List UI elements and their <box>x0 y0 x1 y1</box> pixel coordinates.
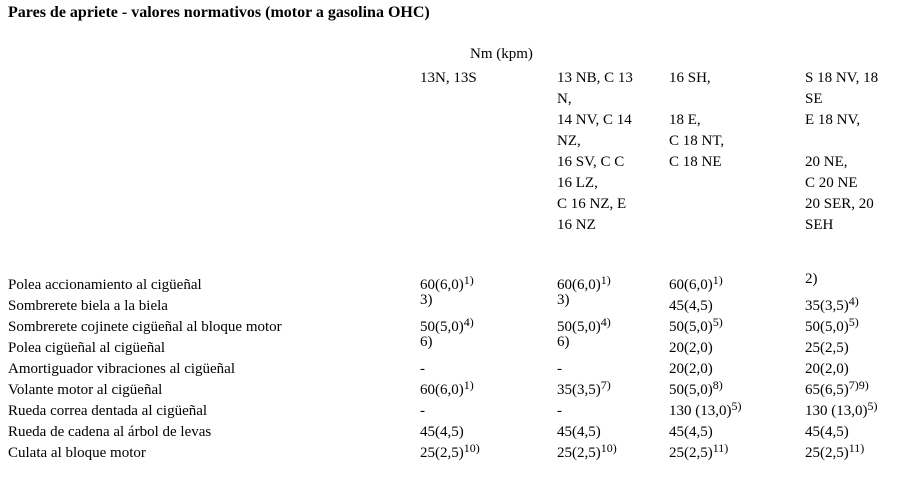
table-cell <box>805 424 849 441</box>
footnote-ref: 1) <box>600 273 611 287</box>
table-cell <box>669 424 713 441</box>
torque-value: 45(4,5) <box>669 424 713 440</box>
torque-value: - <box>557 361 562 377</box>
column-header-line: C 18 NE <box>669 154 722 170</box>
table-cell <box>805 361 849 378</box>
torque-value: 50(5,0) <box>557 319 601 335</box>
table-cell <box>557 334 570 351</box>
footnote-ref: 7) <box>600 378 611 392</box>
table-cell <box>805 399 878 420</box>
table-cell <box>420 361 425 378</box>
torque-value: 25(2,5) <box>557 445 601 461</box>
row-label: Polea accionamiento al cigüeñal <box>8 277 202 293</box>
table-row <box>8 315 908 340</box>
footnote-ref: 2) <box>805 271 818 287</box>
column-header-line: SEH <box>805 217 834 233</box>
table-cell <box>420 334 433 351</box>
table-cell <box>557 424 601 441</box>
table-cell <box>557 292 570 309</box>
torque-value: 45(4,5) <box>420 424 464 440</box>
column-header-line <box>669 89 724 110</box>
document-title: Pares de apriete - valores normativos (motor a gasolina OHC) <box>8 4 430 21</box>
row-label: Rueda correa dentada al cigüeñal <box>8 403 208 419</box>
torque-value: 45(4,5) <box>805 424 849 440</box>
torque-value: 20(2,0) <box>669 361 713 377</box>
footnote-ref: 1) <box>463 378 474 392</box>
column-header-line: SE <box>805 91 823 107</box>
table-cell <box>669 273 723 294</box>
table-cell <box>420 441 480 462</box>
footnote-ref: 5) <box>848 315 859 329</box>
torque-value: 25(2,5) <box>420 445 464 461</box>
table-cell <box>805 271 818 288</box>
torque-value: - <box>420 403 425 419</box>
torque-value: 20(2,0) <box>669 340 713 356</box>
torque-value: 60(6,0) <box>557 277 601 293</box>
table-cell <box>669 361 713 378</box>
table-cell <box>557 441 617 462</box>
column-header-line: 20 SER, 20 <box>805 196 874 212</box>
table-row <box>8 292 908 319</box>
footnote-ref: 6) <box>557 334 570 350</box>
footnote-ref: 8) <box>712 378 723 392</box>
table-row <box>8 424 908 445</box>
torque-value: - <box>420 361 425 377</box>
table-cell <box>805 340 849 357</box>
table-cell <box>557 361 562 378</box>
column-header-line: 13 NB, C 13 <box>557 70 633 86</box>
torque-value: 35(3,5) <box>557 382 601 398</box>
table-cell <box>420 403 425 420</box>
table-row <box>8 378 908 403</box>
torque-value: 50(5,0) <box>669 319 713 335</box>
torque-value: 45(4,5) <box>557 424 601 440</box>
row-label: Sombrerete cojinete cigüeñal al bloque motor <box>8 319 282 335</box>
torque-value: 25(2,5) <box>805 340 849 356</box>
footnote-ref: 10) <box>463 441 480 455</box>
footnote-ref: 3) <box>557 292 570 308</box>
row-label: Polea cigüeñal al cigüeñal <box>8 340 166 356</box>
row-label: Sombrerete biela a la biela <box>8 298 168 314</box>
torque-value: 20(2,0) <box>805 361 849 377</box>
footnote-ref: 10) <box>600 441 617 455</box>
table-cell <box>669 441 729 462</box>
torque-value: 65(6,5) <box>805 382 849 398</box>
column-header-line: C 20 NE <box>805 175 858 191</box>
column-header-line: 14 NV, C 14 <box>557 112 632 128</box>
footnote-ref: 4) <box>848 294 859 308</box>
footnote-ref: 5) <box>867 399 878 413</box>
table-cell <box>557 378 611 399</box>
table-cell <box>669 378 723 399</box>
footnote-ref: 6) <box>420 334 433 350</box>
table-row <box>8 271 908 298</box>
table-cell <box>669 340 713 357</box>
footnote-ref: 3) <box>420 292 433 308</box>
table-cell <box>420 292 433 309</box>
footnote-ref: 1) <box>712 273 723 287</box>
column-header-line: C 18 NT, <box>669 133 725 149</box>
torque-value: - <box>557 403 562 419</box>
torque-value: 60(6,0) <box>420 277 464 293</box>
table-cell <box>805 294 859 315</box>
footnote-ref: 4) <box>600 315 611 329</box>
footnote-ref: 1) <box>463 273 474 287</box>
torque-value: 60(6,0) <box>420 382 464 398</box>
row-label: Culata al bloque motor <box>8 445 146 461</box>
table-row <box>8 441 908 466</box>
torque-value: 130 (13,0) <box>805 403 868 419</box>
footnote-ref: 5) <box>731 399 742 413</box>
table-cell <box>557 403 562 420</box>
table-cell <box>420 378 474 399</box>
footnote-ref: 4) <box>463 315 474 329</box>
torque-value: 60(6,0) <box>669 277 713 293</box>
torque-value: 50(5,0) <box>420 319 464 335</box>
row-label: Amortiguador vibraciones al cigüeñal <box>8 361 236 377</box>
torque-value: 50(5,0) <box>669 382 713 398</box>
table-row <box>8 334 908 361</box>
table-cell <box>669 399 742 420</box>
table-cell <box>805 315 859 336</box>
unit-label: Nm (kpm) <box>470 46 533 62</box>
column-header-line: 16 SV, C C <box>557 154 625 170</box>
table-cell <box>805 378 869 399</box>
column-header-line <box>805 131 878 152</box>
column-header-line: 16 SH, <box>669 70 711 86</box>
column-header <box>557 68 633 236</box>
torque-value: 25(2,5) <box>669 445 713 461</box>
footnote-ref: 11) <box>848 441 865 455</box>
column-header-line: NZ, <box>557 133 581 149</box>
row-label: Rueda de cadena al árbol de levas <box>8 424 212 440</box>
torque-value: 35(3,5) <box>805 298 849 314</box>
table-cell <box>805 441 865 462</box>
row-label: Volante motor al cigüeñal <box>8 382 163 398</box>
torque-value: 25(2,5) <box>805 445 849 461</box>
table-cell <box>669 298 713 315</box>
column-header-line: 18 E, <box>669 112 701 128</box>
table-cell <box>420 424 464 441</box>
column-header-line: C 16 NZ, E <box>557 196 627 212</box>
torque-value: 130 (13,0) <box>669 403 732 419</box>
footnote-ref: 5) <box>712 315 723 329</box>
column-header-line: S 18 NV, 18 <box>805 70 879 86</box>
column-header <box>805 68 878 236</box>
torque-value: 45(4,5) <box>669 298 713 314</box>
table-cell <box>669 315 723 336</box>
column-header-line: 16 LZ, <box>557 175 598 191</box>
column-header-line: 20 NE, <box>805 154 848 170</box>
column-header <box>669 68 724 173</box>
torque-value: 50(5,0) <box>805 319 849 335</box>
column-header-line: E 18 NV, <box>805 112 861 128</box>
column-header-line: 16 NZ <box>557 217 596 233</box>
table-row <box>8 399 908 424</box>
footnote-ref: 7)9) <box>848 378 869 392</box>
column-header-line: N, <box>557 91 572 107</box>
column-header-line: 13N, 13S <box>420 70 477 86</box>
table-row <box>8 361 908 382</box>
column-header <box>420 68 477 89</box>
footnote-ref: 11) <box>712 441 729 455</box>
